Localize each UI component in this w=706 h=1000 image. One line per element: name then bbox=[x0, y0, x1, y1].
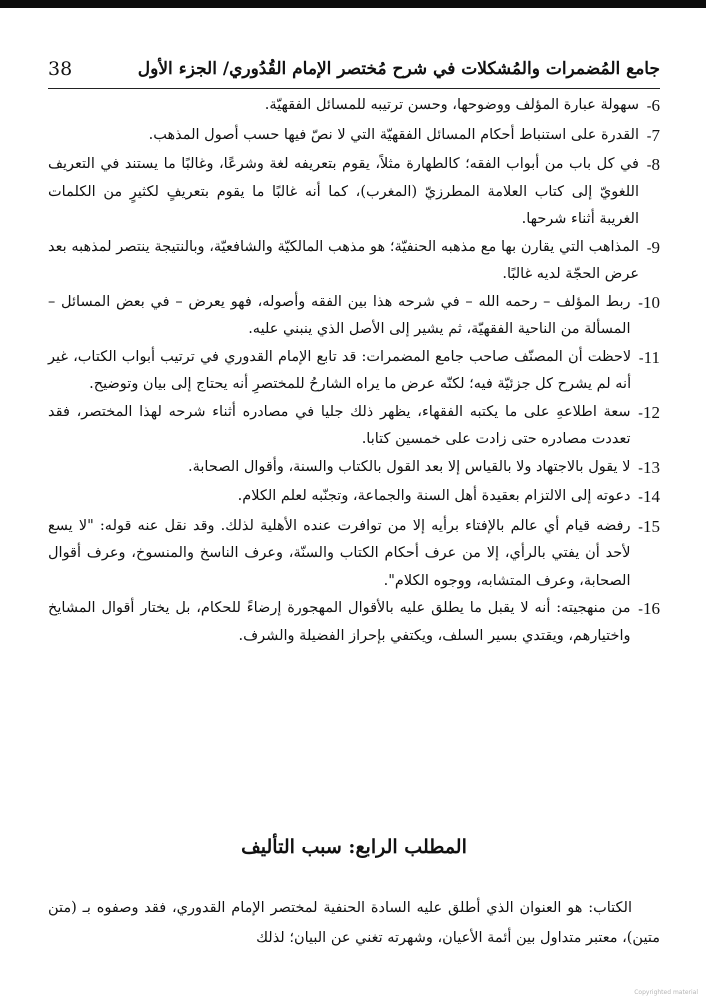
list-item bbox=[48, 454, 660, 484]
list-item bbox=[48, 234, 660, 289]
page-number: 38 bbox=[48, 58, 73, 80]
item-number: 7- bbox=[641, 125, 660, 145]
item-text: في كل باب من أبواب الفقه؛ كالطهارة مثلاً، يقوم بتعريفه لغة وشرعًا، وغالبًا ما يستند في التعريف اللغويّ إلى كتاب العلامة المطرزيّ (المغرب)، كما أنه غالبًا ما يقوم بتعريفٍ لكثيرٍ من الكلمات الغريبة أثناء شرحها. bbox=[48, 156, 639, 227]
item-number: 16- bbox=[633, 599, 660, 618]
item-text: لا يقول بالاجتهاد ولا بالقياس إلا بعد القول بالكتاب والسنة، وأقوال الصحابة. bbox=[188, 458, 631, 475]
item-text: ربط المؤلف – رحمه الله – في شرحه هذا بين الفقه وأصوله، فهو يعرض – في بعض المسائل – المسألة من الناحية الفقهيّة، ثم يشير إلى الأصل الذي ينبني عليه. bbox=[48, 293, 631, 337]
features-list bbox=[48, 92, 660, 650]
item-text: دعوته إلى الالتزام بعقيدة أهل السنة والجماعة، وتجنّبه لعلم الكلام. bbox=[237, 488, 631, 504]
item-text: المذاهب التي يقارن بها مع مذهبه الحنفيّة؛ هو مذهب المالكيّة والشافعيّة، وبالنتيجة ينتصر لمذهبه بعد عرض الحجّة لديه غالبًا. bbox=[48, 238, 639, 282]
section-heading: المطلب الرابع: سبب التأليف bbox=[241, 836, 467, 858]
header-rule bbox=[48, 88, 660, 89]
running-header bbox=[48, 52, 660, 86]
item-text: من منهجيته: أنه لا يقبل ما يطلق عليه بالأقوال المهجورة إرضاءً للحكام، بل يختار أقوال المشايخ واختيارهم، ويقتدي بسير السلف، ويكتفي بإحراز الفضيلة والشرف. bbox=[48, 600, 631, 644]
item-number: 15- bbox=[633, 516, 660, 536]
item-number: 10- bbox=[633, 292, 660, 312]
list-item bbox=[48, 483, 660, 513]
list-item bbox=[48, 92, 660, 122]
item-text: لاحظت أن المصنّف صاحب جامع المضمرات: قد تابع الإمام القدوري في ترتيب أبواب الكتاب، غير أنه لم يشرح كل جزئيّة فيه؛ لكنّه عرض ما يراه الشارحُ للمختصرِ أنه يحتاج إلى بيان وتوضيح. bbox=[48, 348, 632, 392]
top-border bbox=[0, 0, 706, 8]
item-text: القدرة على استنباط أحكام المسائل الفقهيّة التي لا نصّ فيها حسب أصول المذهب. bbox=[148, 126, 639, 143]
list-item bbox=[48, 513, 660, 596]
list-item bbox=[48, 289, 660, 344]
list-item bbox=[48, 151, 660, 234]
list-item bbox=[48, 122, 660, 152]
header-title: جامع المُضمرات والمُشكلات في شرح مُختصر الإمام القُدُوري/ الجزء الأول bbox=[137, 59, 660, 79]
item-number: 6- bbox=[641, 96, 660, 115]
list-item bbox=[48, 595, 660, 650]
item-number: 8- bbox=[641, 155, 660, 174]
list-item bbox=[48, 344, 660, 399]
item-number: 12- bbox=[633, 402, 660, 422]
item-number: 13- bbox=[633, 457, 660, 477]
watermark: Copyrighted material bbox=[634, 989, 698, 996]
item-text: رفضه قيام أي عالم بالإفتاء برأيه إلا من توافرت عنده الأهلية لذلك. وقد نقل عنه قوله: "لا يسع لأحد أن يفتي بالرأي، إلا من عرف أحكام الكتاب والسنّة، وعرف الناسخ والمنسوخ، وعرف أقوال الصحابة، وعرف المتشابه، ووجوه الكلام". bbox=[48, 517, 631, 589]
item-text: سعة اطلاعهِ على ما يكتبه الفقهاء، يظهر ذلك جليا في مصادره أثناء شرحه لهذا المختصر، فقد تعددت مصادره حتى زادت على خمسين كتابا. bbox=[48, 403, 631, 447]
item-number: 9- bbox=[641, 237, 660, 257]
item-number: 14- bbox=[633, 487, 660, 506]
list-item bbox=[48, 399, 660, 454]
body-paragraph: الكتاب: هو العنوان الذي أطلق عليه السادة الحنفية لمختصر الإمام القدوري، فقد وصفوه بـ (متن متين)، معتبر متداول بين أئمة الأعيان، وشهرته تغني عن البيان؛ لذلك bbox=[48, 899, 660, 946]
item-text: سهولة عبارة المؤلف ووضوحها، وحسن ترتيبه للمسائل الفقهيّة. bbox=[264, 97, 639, 113]
item-number: 11- bbox=[634, 347, 660, 367]
